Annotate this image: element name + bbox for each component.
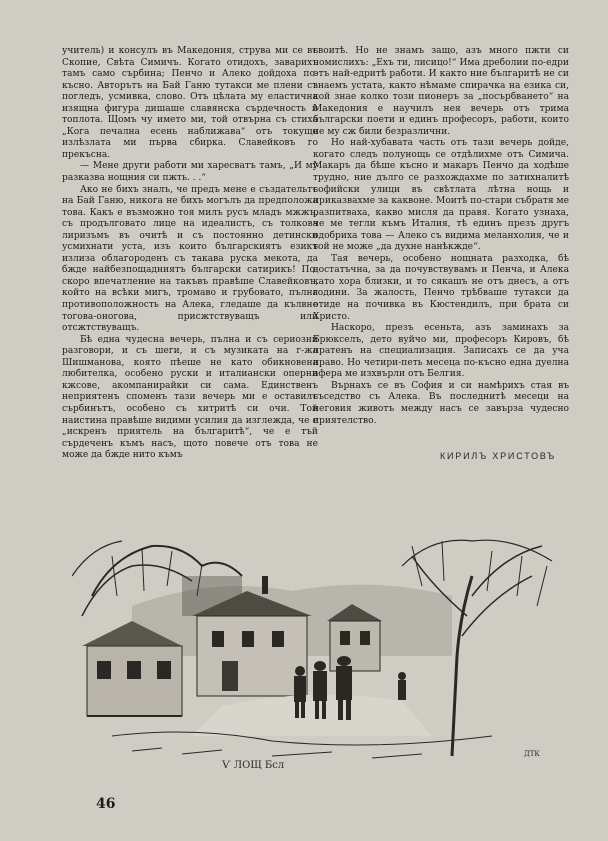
artist-mark: ДТК [524,750,540,758]
paragraph: Но най-хубавата часть отъ тази вечерь дойде, когато следъ полунощь се отдѣлихме отъ Симича. Макаръ да бѣше късно и макаръ Пенчо да ходѣше трудно, ние дълго се разхождахме по затихналитѣ софийски улици въ свѣтлата лѣтна нощь и приказвахме за каквоне. Моитѣ по-стари събратя ме разпитваха, какво мисля да правя. Когато узнаха, че ме тегли къмъ Италия, тѣ единъ презъ другъ одобриха това — Алеко съ видима меланхолия, че и той не може „да духне нанѣкжде“. [313,138,569,253]
paragraph: Бѣ една чудесна вечерь, пълна и съ сериозни разговори, и съ шеги, и съ музиката на г-жа Шишманова, която пѣеше не като обикновена любителка, особено руски и италиански оперни кжсове, акомпанирайки си сама. Единственъ неприятенъ споменъ тази вечерь ми е оставилъ сърбинътъ, особено съ хитритѣ си очи. Той наистина правѣше видими усилия да изглежда, че е „искренъ приятель на българитѣ“, че е тъй сърдеченъ къмъ насъ, щото повече отъ това не може да бжде нито къмъ [62,334,318,461]
street-scene-illustration [72,536,560,776]
paragraph: — Мене други работи ми харесватъ тамъ, „И му разказва нощния си пжть. . .“ [62,161,318,184]
paragraph: учитель) и консулъ въ Македония, струва ми се въ Скопие, Свѣта Симичъ. Когато отидохъ, заварихъ тамъ само сърбина; Пенчо и Алеко дойдоха по-късно. Авторътъ на Бай Ганю тутакси ме плени съ погледъ, усмивка, слово. Отъ цѣлата му еластична изящна фигура дишаше славянска сърдечность и топлота. Щомъ чу името ми, той отвърна съ стиха „Кога печална есень наближава“ отъ токущо излѣзлата ми първа сбирка. Славейковъ го прекъсна. [62,46,318,160]
illustration-scrawl: Ѵ ЛОЩ Бсл [222,760,285,771]
paragraph: Наскоро, презъ есеньта, азъ заминахъ за Брюкселъ, дето вуйчо ми, професоръ Кировъ, бѣ пратенъ на специализация. Записахъ се да уча право. Но четири-петь месеца по-късно една дуелна афера ме изхвърли отъ Белгия. [313,323,569,380]
page-number: 46 [96,796,116,812]
author-signature: КИРИЛЪ ХРИСТОВЪ [440,451,557,461]
paragraph: Тая вечерь, особено нощната разходка, бѣ достатъчна, за да почувствувамъ и Пенча, и Алека като хора близки, и то сякашъ не отъ днесъ, а отъ години. За жалость, Пенчо трѣбваше тутакси да отиде на почивка въ Кюстендилъ, при брата си Христо. [313,253,569,322]
paragraph: Върнахъ се въ София и си намѣрихъ стая въ съседство съ Алека. Въ последнитѣ месеци на неговия животъ между насъ се завърза чудесно приятелство. [313,380,569,426]
paragraph: своитѣ. Но не знамъ защо, азъ много пжти си помислихъ: „Ехъ ти, лисицо!“ Има дреболии по-едри отъ най-едритѣ работи. И както ние българитѣ не си знаемъ устата, както нѣмаме спирачка на езика си, кой знае колко този пионеръ за „посърбването“ на Македония е научилъ нея вечерь отъ трима български поети и единъ професоръ, работи, които не му сж били безразлични. [313,46,569,137]
left-text-column [62,46,318,462]
paragraph: Ако не бихъ зналъ, че предъ мене е създательтъ на Бай Ганю, никога не бихъ могълъ да предположа това. Какъ е възможно тоя милъ русъ младъ мжжъ, съ продълговато лице на идеалистъ, съ толкова лиризъмъ въ очитѣ и съ постоянно детински усмихнати уста, изъ които българскиятъ езикъ излиза облагороденъ съ такава руска мекота, да бжде найбезпощадниятъ български сатирикъ! По-скоро впечатление на такъвъ правѣше Славейковъ, който на всѣки мигъ, тромаво и грубовато, пълна противоположность на Алека, гледаше да кълвне тогова-оногова, присжтствуващъ или отсжтствуващъ. [62,184,318,334]
right-text-column [313,46,569,427]
